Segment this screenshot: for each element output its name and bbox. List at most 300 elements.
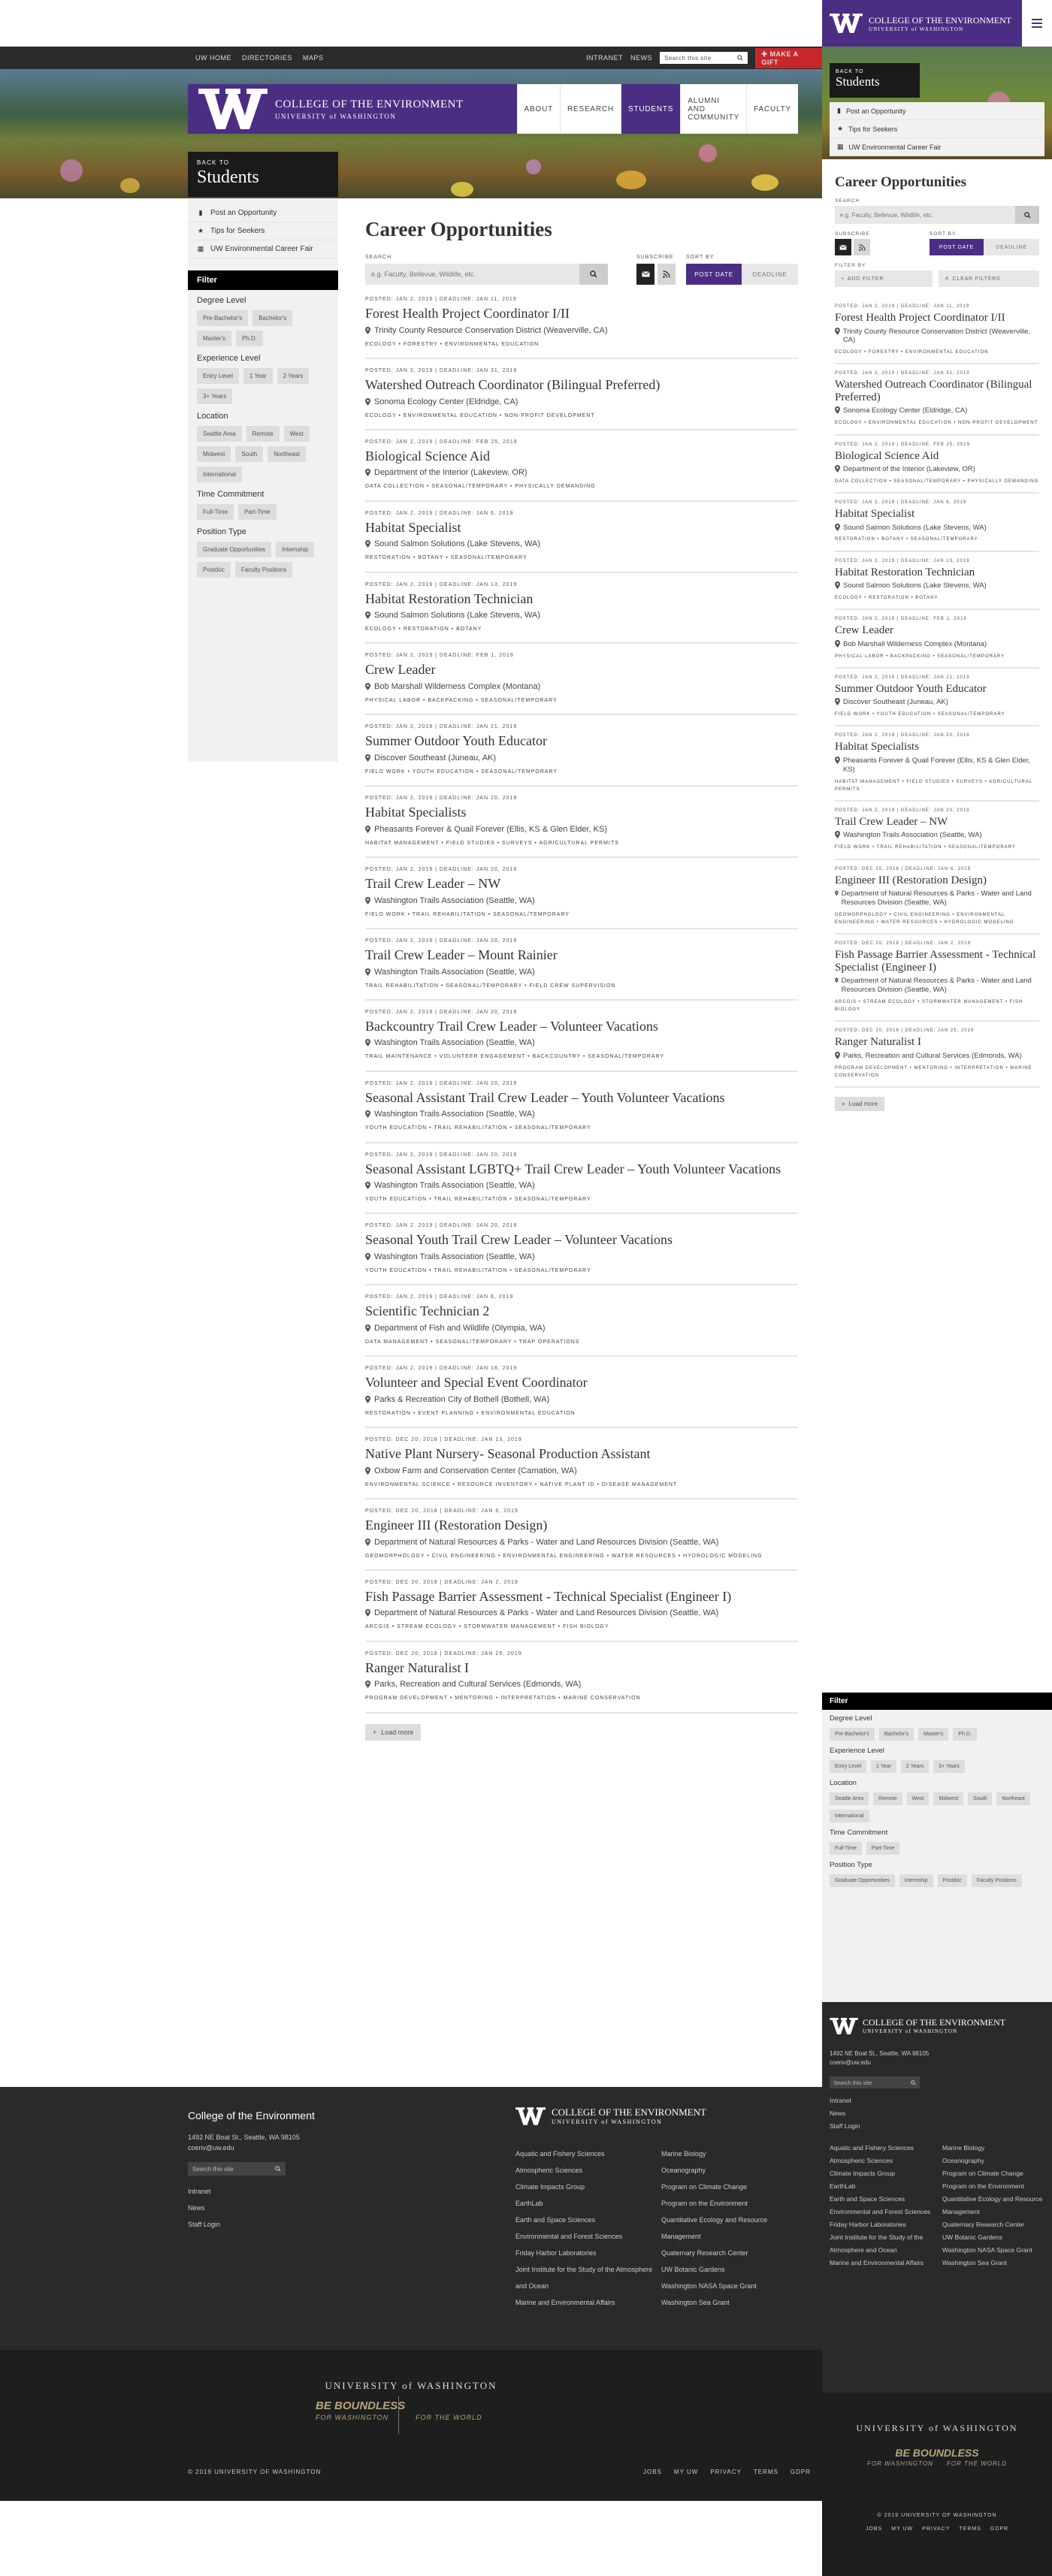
mobile-filter-chip[interactable]: West <box>907 1792 930 1805</box>
mobile-add-filter-button[interactable]: + ADD FILTER <box>835 270 933 287</box>
filter-chip[interactable]: Bachelor's <box>252 310 292 326</box>
intranet-link[interactable]: INTRANET <box>586 54 623 62</box>
footer-college-title: College of the Environment <box>188 2109 315 2122</box>
mobile-job-dates: POSTED: JAN 2, 2019 | DEADLINE: JAN 6, 2019 <box>835 500 967 506</box>
filter-header: Filter <box>188 270 338 290</box>
location-pin-icon <box>365 1110 370 1118</box>
job-item <box>365 1214 798 1285</box>
mobile-job-title-link[interactable]: Habitat Restoration Technician <box>835 566 975 578</box>
mobile-job-title-link[interactable]: Engineer III (Restoration Design) <box>835 874 987 886</box>
footer-bottom-link[interactable]: GDPR <box>790 2469 811 2475</box>
job-item <box>365 1001 798 1072</box>
mobile-search-button[interactable] <box>1015 206 1039 224</box>
mobile-filter-group-title: Degree Level <box>830 1714 872 1723</box>
mobile-footer-contact: 1492 NE Boat St., Seattle, WA 98105 coenv@uw.edu Search this site Intranet News Staff Login <box>830 2050 929 2133</box>
filter-group-title: Degree Level <box>197 296 246 305</box>
footer-search-input[interactable]: Search this site <box>188 2162 286 2176</box>
footer-unit-link[interactable]: Aquatic and Fishery Sciences <box>515 2150 605 2158</box>
footer-logo[interactable] <box>515 2106 706 2125</box>
mobile-job-item <box>835 726 1039 802</box>
job-tags: ECOLOGY • FORESTRY • ENVIRONMENTAL EDUCATION <box>365 341 540 347</box>
mobile-job-location <box>835 698 1039 707</box>
filter-chip[interactable]: Seattle Area <box>197 426 242 442</box>
job-title-link[interactable]: Volunteer and Special Event Coordinator <box>365 1375 588 1391</box>
nav-research[interactable]: RESEARCH <box>560 84 621 134</box>
footer-unit-link[interactable]: Joint Institute for the Study of the Atmosphere and Ocean <box>515 2266 653 2290</box>
filter-chip[interactable]: Faculty Positions <box>235 562 292 578</box>
search-icon <box>590 270 597 278</box>
search-icon <box>275 2166 281 2172</box>
back-to-students-link[interactable] <box>188 152 338 197</box>
plus-icon: + <box>373 1728 377 1736</box>
mobile-job-dates: POSTED: JAN 2, 2019 | DEADLINE: FEB 25, 2019 <box>835 442 970 447</box>
mobile-job-title-link[interactable]: Fish Passage Barrier Assessment - Technical Specialist (Engineer I) <box>835 949 1036 974</box>
job-item <box>365 1357 798 1428</box>
news-link[interactable]: NEWS <box>630 54 652 62</box>
job-title-link[interactable]: Biological Science Aid <box>365 448 490 464</box>
mobile-footer-unit-link[interactable]: Oceanography <box>942 2157 984 2164</box>
main-content <box>365 198 798 1741</box>
filter-chip[interactable]: Graduate Opportunities <box>197 542 271 557</box>
mobile-footer-unit-link[interactable]: Joint Institute for the Study of the Atmosphere and Ocean <box>830 2233 924 2254</box>
job-title-link[interactable]: Engineer III (Restoration Design) <box>365 1517 548 1533</box>
filter-chip[interactable]: Midwest <box>197 446 231 462</box>
job-tags: DATA MANAGEMENT • SEASONAL/TEMPORARY • TRAP OPERATIONS <box>365 1339 580 1345</box>
job-tags: YOUTH EDUCATION • TRAIL REHABILITATION • SEASONAL/TEMPORARY <box>365 1197 591 1203</box>
job-tags: TRAIL REHABILITATION • SEASONAL/TEMPORARY • FIELD CREW SUPERVISION <box>365 983 616 989</box>
footer-bottom-link[interactable]: PRIVACY <box>710 2469 742 2475</box>
mobile-filter-panel <box>822 1693 1052 2002</box>
sidebar-item-post-opportunity[interactable]: ▮ Post an Opportunity <box>188 204 338 222</box>
mobile-filter-chips <box>830 1792 1044 1823</box>
job-title-link[interactable]: Fish Passage Barrier Assessment - Technical Specialist (Engineer I) <box>365 1588 732 1604</box>
footer-unit-link[interactable]: Friday Harbor Laboratories <box>515 2249 597 2257</box>
mobile-job-item <box>835 935 1039 1022</box>
job-item <box>365 1499 798 1571</box>
mobile-job-title-link[interactable]: Biological Science Aid <box>835 449 939 462</box>
footer-unit-link[interactable]: Marine Biology <box>661 2150 706 2158</box>
mobile-filter-chip[interactable]: Remote <box>873 1792 902 1805</box>
footer-unit-link[interactable]: Climate Impacts Group <box>515 2183 585 2191</box>
mobile-job-organization: Sonoma Ecology Center (Eldridge, CA) <box>843 406 968 415</box>
filter-chip[interactable]: Master's <box>197 331 231 346</box>
job-item <box>365 430 798 502</box>
mobile-footer-bottom-link[interactable]: JOBS <box>865 2526 883 2532</box>
mobile-uw-footer: UNIVERSITY of WASHINGTON BE BOUNDLESS FOR WASHINGTON FOR THE WORLD © 2019 UNIVERSITY OF WASHINGTON JOBS MY UW PRIVACY TERMS GDPR <box>822 2393 1052 2576</box>
job-tags: PHYSICAL LABOR • BACKPACKING • SEASONAL/TEMPORARY <box>365 698 558 704</box>
location-pin-icon <box>365 1467 370 1475</box>
mobile-job-organization: Discover Southeast (Juneau, AK) <box>843 698 948 707</box>
filter-chip[interactable]: West <box>284 426 310 442</box>
job-title-link[interactable]: Forest Health Project Coordinator I/II <box>365 306 570 321</box>
mobile-footer-unit-link[interactable]: Friday Harbor Laboratories <box>830 2221 906 2228</box>
job-location <box>365 1538 798 1547</box>
maps-link[interactable]: MAPS <box>302 54 324 62</box>
job-organization: Sound Salmon Solutions (Lake Stevens, WA) <box>374 611 540 621</box>
job-dates: POSTED: JAN 2, 2019 | DEADLINE: JAN 31, 2019 <box>365 367 518 373</box>
mobile-menu-button[interactable] <box>1022 0 1052 47</box>
job-title-link[interactable]: Ranger Naturalist I <box>365 1659 469 1675</box>
email-subscribe-button[interactable] <box>636 264 654 285</box>
mobile-filter-chip[interactable]: South <box>968 1792 992 1805</box>
uw-w-logo-icon <box>515 2107 546 2125</box>
filter-chip[interactable]: Internship <box>276 542 314 557</box>
document-icon: ▮ <box>837 107 841 114</box>
rss-subscribe-button[interactable] <box>658 264 676 285</box>
mobile-footer-unit-link[interactable]: Earth and Space Sciences <box>830 2195 905 2203</box>
mobile-job-title-link[interactable]: Ranger Naturalist I <box>835 1036 921 1049</box>
job-tags: YOUTH EDUCATION • TRAIL REHABILITATION • SEASONAL/TEMPORARY <box>365 1268 591 1274</box>
mobile-job-organization: Sound Salmon Solutions (Lake Stevens, WA) <box>843 523 987 532</box>
filter-chip[interactable]: Full-Time <box>197 504 234 520</box>
mobile-filter-chip[interactable]: 2 Years <box>901 1760 929 1773</box>
mobile-filter-header: Filter <box>822 1693 1052 1710</box>
uw-top-bar <box>0 47 822 69</box>
mobile-job-item <box>835 802 1039 860</box>
job-item <box>365 1285 798 1357</box>
job-organization: Washington Trails Association (Seattle, WA) <box>374 1252 535 1262</box>
mobile-footer-unit-link[interactable]: Washington Sea Grant <box>942 2259 1007 2266</box>
top-search-input[interactable]: Search this site <box>660 52 748 64</box>
location-pin-icon <box>835 831 840 838</box>
job-title-link[interactable]: Backcountry Trail Crew Leader – Volunteer Vacations <box>365 1018 658 1034</box>
mobile-footer-unit-link[interactable]: Atmospheric Sciences <box>830 2157 893 2164</box>
location-pin-icon <box>365 683 370 690</box>
filter-chip[interactable]: Part-Time <box>238 504 277 520</box>
mobile-filter-chips <box>830 1874 1044 1887</box>
location-pin-icon <box>365 1039 370 1046</box>
mobile-footer-bottom-link[interactable]: MY UW <box>891 2526 914 2532</box>
mobile-job-title-link[interactable]: Trail Crew Leader – NW <box>835 815 948 828</box>
mobile-footer-unit-link[interactable]: Environmental and Forest Sciences <box>830 2208 931 2215</box>
job-organization: Parks & Recreation City of Bothell (Bothell, WA) <box>374 1394 550 1404</box>
filter-chip[interactable]: 1 Year <box>243 368 273 384</box>
mobile-link-post-opportunity[interactable]: ▮ Post an Opportunity <box>830 102 1044 120</box>
location-pin-icon <box>835 698 840 705</box>
sort-by-label: SORT BY <box>686 255 715 260</box>
filter-group-title: Experience Level <box>197 354 261 363</box>
mobile-filter-chip[interactable]: International <box>830 1810 869 1823</box>
footer-unit-link[interactable]: Washington NASA Space Grant <box>661 2282 757 2290</box>
mobile-job-tags: ARCGIS • STREAM ECOLOGY • STORMWATER MANAGEMENT • FISH BIOLOGY <box>835 999 1023 1013</box>
footer-unit-link[interactable]: Program on the Environment <box>661 2200 748 2207</box>
mobile-job-location <box>835 756 1039 775</box>
mobile-job-location <box>835 1052 1039 1061</box>
footer-utility-link[interactable]: News <box>188 2204 205 2212</box>
job-title-link[interactable]: Habitat Restoration Technician <box>365 590 534 606</box>
job-dates: POSTED: DEC 20, 2018 | DEADLINE: JAN 13, 2019 <box>365 1437 522 1442</box>
mobile-job-title-link[interactable]: Crew Leader <box>835 624 893 637</box>
mobile-job-item <box>835 494 1039 552</box>
mobile-job-tags: HABITAT MANAGEMENT • FIELD STUDIES • SURVEYS • AGRICULTURAL PERMITS <box>835 779 1032 792</box>
mobile-filter-chip[interactable]: Master's <box>918 1728 948 1741</box>
mobile-link-career-fair[interactable]: ▦ UW Environmental Career Fair <box>830 138 1044 156</box>
job-dates: POSTED: JAN 2, 2019 | DEADLINE: JAN 20, 2019 <box>365 938 518 944</box>
job-item <box>365 573 798 645</box>
filter-chip[interactable]: International <box>197 467 242 482</box>
footer-utility-link[interactable]: Intranet <box>188 2188 211 2195</box>
mobile-filter-chip[interactable]: Internship <box>899 1874 933 1887</box>
mobile-footer-unit-link[interactable]: Aquatic and Fishery Sciences <box>830 2144 914 2152</box>
sort-deadline-button[interactable]: DEADLINE <box>742 264 798 285</box>
footer-bottom-link[interactable]: JOBS <box>643 2469 662 2475</box>
job-dates: POSTED: JAN 2, 2019 | DEADLINE: JAN 18, 2019 <box>365 1366 518 1372</box>
job-tags: RESTORATION • EVENT PLANNING • ENVIRONMENTAL EDUCATION <box>365 1410 576 1416</box>
be-boundless-logo: BE BOUNDLESS FOR WASHINGTON FOR THE WORLD <box>316 2399 482 2421</box>
filter-chip[interactable]: Remote <box>246 426 280 442</box>
uw-footer <box>0 2350 822 2501</box>
filter-chip[interactable]: Pre-Bachelor's <box>197 310 248 326</box>
mobile-job-title-link[interactable]: Watershed Outreach Coordinator (Bilingual Preferred) <box>835 379 1032 403</box>
footer-email[interactable]: coenv@uw.edu <box>188 2144 234 2152</box>
uw-home-link[interactable]: UW HOME <box>195 54 231 62</box>
footer-bottom-link[interactable]: TERMS <box>753 2469 778 2475</box>
nav-faculty[interactable]: FACULTY <box>746 84 798 134</box>
mobile-job-tags: ECOLOGY • ENVIRONMENTAL EDUCATION • NON-PROFIT DEVELOPMENT <box>835 421 1038 426</box>
mobile-filter-group-title: Experience Level <box>830 1747 884 1755</box>
job-item <box>365 644 798 715</box>
filter-group <box>188 290 338 348</box>
mobile-footer-unit-link[interactable]: Climate Impacts Group <box>830 2170 895 2177</box>
college-logo[interactable] <box>188 84 517 134</box>
job-title-link[interactable]: Seasonal Assistant LGBTQ+ Trail Crew Leader – Youth Volunteer Vacations <box>365 1161 781 1176</box>
mobile-footer-unit-link[interactable]: Quaternary Research Center <box>942 2221 1025 2228</box>
job-organization: Sonoma Ecology Center (Eldridge, CA) <box>374 397 518 406</box>
job-search-button[interactable] <box>579 264 608 285</box>
mobile-footer-unit-link[interactable]: EarthLab <box>830 2182 856 2190</box>
job-item <box>365 502 798 573</box>
job-title-link[interactable]: Scientific Technician 2 <box>365 1303 490 1319</box>
job-title-link[interactable]: Trail Crew Leader – Mount Rainier <box>365 947 558 962</box>
filter-chips <box>197 542 329 578</box>
mobile-filter-chip[interactable]: Seattle Area <box>830 1792 869 1805</box>
filter-chip[interactable]: 2 Years <box>277 368 310 384</box>
mobile-job-item <box>835 552 1039 611</box>
job-tags: PROGRAM DEVELOPMENT • MENTORING • INTERPRETATION • MARINE CONSERVATION <box>365 1696 641 1702</box>
directories-link[interactable]: DIRECTORIES <box>242 54 292 62</box>
mobile-filter-chips <box>830 1728 1044 1741</box>
mobile-sort-post-date[interactable]: POST DATE <box>930 239 984 255</box>
job-tags: ECOLOGY • RESTORATION • BOTANY <box>365 627 482 633</box>
mobile-footer-utility-link[interactable]: News <box>830 2109 846 2117</box>
footer-unit-link[interactable]: Quaternary Research Center <box>661 2249 748 2257</box>
footer-unit-link[interactable]: Environmental and Forest Sciences <box>515 2233 623 2240</box>
mobile-footer-unit-link[interactable]: Marine Biology <box>942 2144 985 2152</box>
mobile-filter-chip[interactable]: Bachelor's <box>879 1728 914 1741</box>
mobile-footer-unit-link[interactable]: Quantitative Ecology and Resource Management <box>942 2195 1043 2215</box>
job-dates: POSTED: JAN 2, 2019 | DEADLINE: JAN 13, 2019 <box>365 581 518 587</box>
footer-units-column-2 <box>661 2146 797 2311</box>
footer-contact <box>188 2109 338 2233</box>
mobile-footer-bottom-links <box>822 2526 1052 2532</box>
footer-bottom-links <box>643 2469 811 2475</box>
mobile-job-organization: Parks, Recreation and Cultural Services (Edmonds, WA) <box>843 1051 1022 1060</box>
mobile-sort-deadline[interactable]: DEADLINE <box>984 239 1039 255</box>
footer-unit-link[interactable]: Washington Sea Grant <box>661 2299 730 2306</box>
mobile-job-dates: POSTED: JAN 2, 2019 | DEADLINE: JAN 20, 2019 <box>835 733 970 738</box>
mobile-job-title-link[interactable]: Summer Outdoor Youth Educator <box>835 682 987 695</box>
mobile-footer-unit-link[interactable]: Washington NASA Space Grant <box>942 2246 1032 2254</box>
job-title-link[interactable]: Native Plant Nursery- Seasonal Production Assistant <box>365 1446 651 1461</box>
filter-chip[interactable]: South <box>235 446 263 462</box>
mobile-email-subscribe[interactable] <box>835 239 851 255</box>
job-title-link[interactable]: Seasonal Assistant Trail Crew Leader – Youth Volunteer Vacations <box>365 1089 725 1105</box>
mobile-filter-chip[interactable]: 3+ Years <box>933 1760 964 1773</box>
mobile-link-tips[interactable]: ★ Tips for Seekers <box>830 120 1044 138</box>
mobile-job-item <box>835 610 1039 669</box>
mobile-job-tags: RESTORATION • BOTANY • SEASONAL/TEMPORARY <box>835 537 978 542</box>
mobile-filter-group <box>822 1742 1052 1774</box>
mobile-filter-group <box>822 1710 1052 1742</box>
mobile-college-name: COLLEGE OF THE ENVIRONMENT <box>869 14 1012 26</box>
job-tags: ECOLOGY • ENVIRONMENTAL EDUCATION • NON-PROFIT DEVELOPMENT <box>365 412 595 418</box>
filter-groups <box>188 290 338 579</box>
footer-unit-link[interactable]: Quantitative Ecology and Resource Management <box>661 2216 768 2240</box>
sort-post-date-button[interactable]: POST DATE <box>686 264 742 285</box>
mobile-filter-chip[interactable]: Ph.D. <box>953 1728 977 1741</box>
envelope-icon <box>642 271 650 277</box>
job-organization: Discover Southeast (Juneau, AK) <box>374 753 497 763</box>
mobile-content <box>835 174 1039 1111</box>
job-location <box>365 1181 798 1190</box>
mobile-filter-chip[interactable]: Faculty Positions <box>972 1874 1022 1887</box>
nav-about[interactable]: ABOUT <box>517 84 560 134</box>
filter-chip[interactable]: Entry Level <box>197 368 239 384</box>
nav-alumni-and-community[interactable]: ALUMNI AND COMMUNITY <box>680 84 746 134</box>
mobile-job-tags: DATA COLLECTION • SEASONAL/TEMPORARY • PHYSICALLY DEMANDING <box>835 479 1039 484</box>
uw-wordmark: UNIVERSITY of WASHINGTON <box>325 2380 497 2391</box>
job-dates: POSTED: JAN 2, 2019 | DEADLINE: JAN 11, 2019 <box>365 297 517 302</box>
sidebar <box>188 198 338 762</box>
footer-unit-link[interactable]: Oceanography <box>661 2167 706 2174</box>
star-icon: ★ <box>837 125 844 132</box>
mobile-filter-chip[interactable]: 1 Year <box>871 1760 896 1773</box>
make-a-gift-button[interactable]: ✚ MAKE A GIFT <box>755 48 822 68</box>
job-organization: Parks, Recreation and Cultural Services (Edmonds, WA) <box>374 1680 582 1690</box>
mobile-job-organization: Washington Trails Association (Seattle, WA) <box>843 831 982 840</box>
mobile-footer-unit-link[interactable]: Program on the Environment <box>942 2182 1024 2190</box>
footer-unit-link[interactable]: EarthLab <box>515 2200 543 2207</box>
location-pin-icon <box>835 889 839 897</box>
mobile-footer-units-column-1 <box>830 2142 931 2269</box>
job-title-link[interactable]: Summer Outdoor Youth Educator <box>365 733 547 749</box>
footer-utility-link[interactable]: Staff Login <box>188 2221 220 2228</box>
job-title-link[interactable]: Crew Leader <box>365 662 436 678</box>
job-title-link[interactable]: Seasonal Youth Trail Crew Leader – Volunteer Vacations <box>365 1232 673 1248</box>
mobile-footer-bottom-link[interactable]: TERMS <box>959 2526 981 2532</box>
filter-chip[interactable]: Ph.D. <box>236 331 263 346</box>
section-name: Students <box>197 168 259 187</box>
sidebar-item-career-fair[interactable]: ▦ UW Environmental Career Fair <box>188 240 338 258</box>
footer-unit-link[interactable]: Marine and Environmental Affairs <box>515 2299 615 2306</box>
mobile-filter-chip[interactable]: Entry Level <box>830 1760 866 1773</box>
mobile-job-title-link[interactable]: Habitat Specialists <box>835 741 920 753</box>
mobile-footer-logo[interactable]: COLLEGE OF THE ENVIRONMENT UNIVERSITY of WASHINGTON <box>830 2017 1005 2034</box>
mobile-filter-chip[interactable]: Northeast <box>996 1792 1029 1805</box>
sidebar-item-tips-for-seekers[interactable]: ★ Tips for Seekers <box>188 222 338 240</box>
job-item <box>365 787 798 858</box>
location-pin-icon <box>365 540 370 548</box>
mobile-search-input[interactable]: e.g. Faculty, Bellevue, Wildlife, etc. <box>835 206 1015 224</box>
job-title-link[interactable]: Habitat Specialists <box>365 805 467 820</box>
mobile-job-title-link[interactable]: Habitat Specialist <box>835 508 915 521</box>
job-organization: Trinity County Resource Conservation District (Weaverville, CA) <box>374 325 608 335</box>
footer-unit-link[interactable]: Atmospheric Sciences <box>515 2167 583 2174</box>
job-organization: Pheasants Forever & Quail Forever (Ellis, KS & Glen Elder, KS) <box>374 824 607 834</box>
mobile-job-dates: POSTED: JAN 2, 2019 | DEADLINE: JAN 20, 2019 <box>835 808 970 813</box>
mobile-filter-group <box>822 1824 1052 1856</box>
load-more-button[interactable]: + Load more <box>365 1724 421 1741</box>
filter-group-title: Time Commitment <box>197 490 265 499</box>
mobile-rss-subscribe[interactable] <box>854 239 870 255</box>
mobile-job-title-link[interactable]: Forest Health Project Coordinator I/II <box>835 312 1005 324</box>
mobile-footer-bottom-link[interactable]: GDPR <box>990 2526 1009 2532</box>
mobile-footer-unit-link[interactable]: Marine and Environmental Affairs <box>830 2259 924 2266</box>
plus-icon: + <box>841 276 845 282</box>
mobile-filter-chip[interactable]: Graduate Opportunities <box>830 1874 895 1887</box>
filter-chip[interactable]: Postdoc <box>197 562 231 578</box>
mobile-filter-chip[interactable]: Part-Time <box>866 1842 899 1855</box>
mobile-footer-utility-link[interactable]: Intranet <box>830 2097 851 2104</box>
job-title-link[interactable]: Watershed Outreach Coordinator (Bilingual Preferred) <box>365 376 661 392</box>
job-list <box>365 288 798 1714</box>
location-pin-icon <box>365 1253 370 1261</box>
filter-chip[interactable]: 3+ Years <box>197 388 232 404</box>
mobile-job-dates: POSTED: JAN 2, 2019 | DEADLINE: JAN 13, 2019 <box>835 558 970 563</box>
job-organization: Department of Fish and Wildlife (Olympia, WA) <box>374 1323 546 1333</box>
mobile-job-tags: ECOLOGY • FORESTRY • ENVIRONMENTAL EDUCATION <box>835 350 989 355</box>
mobile-footer-utility-link[interactable]: Staff Login <box>830 2122 860 2130</box>
mobile-clear-filters-button[interactable]: ✕ CLEAR FILTERS <box>939 270 1039 287</box>
filter-group <box>188 348 338 406</box>
footer-unit-link[interactable]: Program on Climate Change <box>661 2183 748 2191</box>
mobile-job-dates: POSTED: JAN 2, 2019 | DEADLINE: JAN 11, 2019 <box>835 304 970 309</box>
footer-unit-link[interactable]: Earth and Space Sciences <box>515 2216 596 2224</box>
job-title-link[interactable]: Trail Crew Leader – NW <box>365 876 501 891</box>
mobile-filter-chip[interactable]: Postdoc <box>938 1874 967 1887</box>
mobile-footer-search-input[interactable]: Search this site <box>830 2076 920 2088</box>
close-icon: ✕ <box>945 276 950 282</box>
filter-group <box>188 406 338 484</box>
footer-units-column-1 <box>515 2146 658 2311</box>
footer-bottom-link[interactable]: MY UW <box>673 2469 699 2475</box>
search-sort-toolbar <box>365 255 798 288</box>
job-search-input[interactable]: e.g. Faculty, Bellevue, Wildlife, etc. <box>365 264 579 285</box>
nav-students[interactable]: STUDENTS <box>621 84 680 134</box>
mobile-job-tags: FIELD WORK • YOUTH EDUCATION • SEASONAL/TEMPORARY <box>835 712 1005 717</box>
mobile-filter-chip[interactable]: Midwest <box>933 1792 963 1805</box>
mobile-back-to-students[interactable]: BACK TO Students <box>830 63 920 98</box>
filter-chip[interactable]: Northeast <box>268 446 306 462</box>
mobile-footer-unit-link[interactable]: Program on Climate Change <box>942 2170 1023 2177</box>
uw-w-logo-icon <box>830 2018 858 2034</box>
subscribe-label: SUBSCRIBE <box>636 255 674 260</box>
mobile-toolbar: SEARCH e.g. Faculty, Bellevue, Wildlife, etc. SUBSCRIBE SORT BY POST DATE DEADLINE FILTER BY + ADD FILTER ✕ CLEAR FILTERS <box>835 198 1039 297</box>
footer-unit-link[interactable]: UW Botanic Gardens <box>661 2266 725 2273</box>
mobile-filter-chip[interactable]: Pre-Bachelor's <box>830 1728 875 1741</box>
mobile-job-organization: Pheasants Forever & Quail Forever (Ellis, KS & Glen Elder, KS) <box>842 756 1031 774</box>
mobile-job-organization: Department of the Interior (Lakeview, OR) <box>843 465 975 473</box>
job-tags: YOUTH EDUCATION • TRAIL REHABILITATION • SEASONAL/TEMPORARY <box>365 1125 591 1131</box>
mobile-filter-chip[interactable]: Full-Time <box>830 1842 862 1855</box>
mobile-footer-unit-link[interactable]: UW Botanic Gardens <box>942 2233 1002 2241</box>
job-title-link[interactable]: Habitat Specialist <box>365 519 461 535</box>
mobile-filter-groups <box>822 1710 1052 1889</box>
location-pin-icon <box>835 524 840 531</box>
mobile-load-more-button[interactable]: + Load more <box>835 1097 884 1111</box>
mobile-job-location <box>835 977 1039 995</box>
mobile-footer-bottom-link[interactable]: PRIVACY <box>922 2526 951 2532</box>
